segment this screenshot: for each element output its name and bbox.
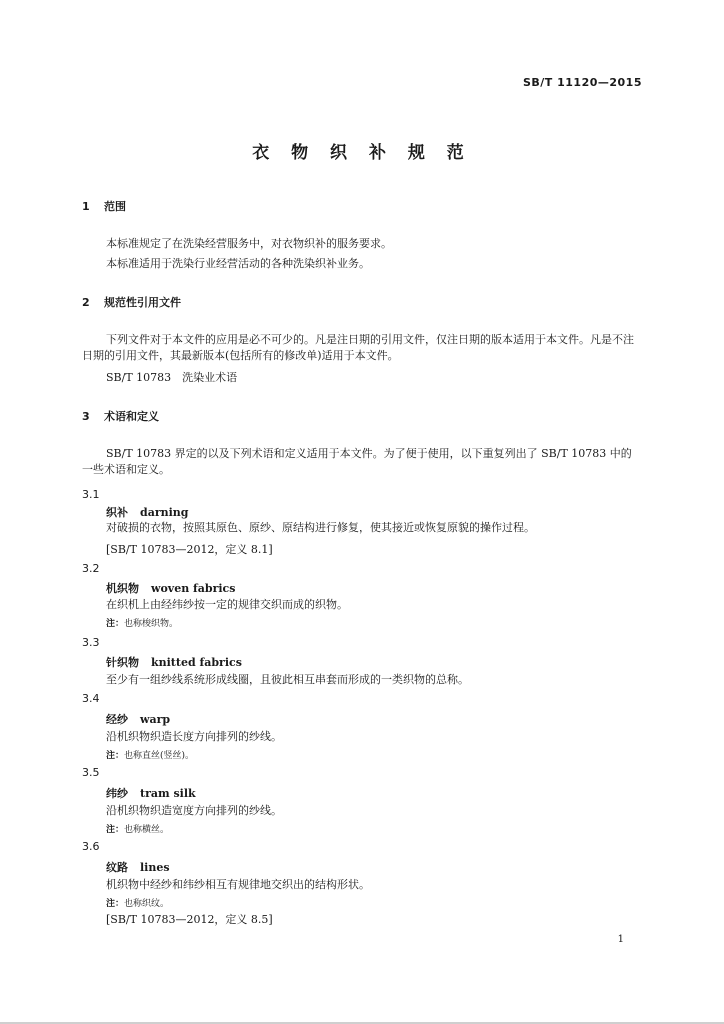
note-label: 注： [106, 619, 125, 629]
standard-code: SB/T 11120—2015 [522, 76, 642, 89]
normative-reference: SB/T 10783 洗染业术语 [106, 371, 238, 384]
term-definition: 沿机织物织造长度方向排列的纱线。 [106, 730, 282, 743]
paragraph: 本标准规定了在洗染经营服务中，对衣物织补的服务要求。 [106, 237, 392, 250]
term-reference: [SB/T 10783—2012，定义 8.1] [106, 543, 273, 556]
section-heading-1 [82, 198, 126, 214]
term-note [106, 748, 194, 761]
note-text: 也称梭织物。 [124, 619, 179, 629]
term-chinese: 机织物 [106, 582, 139, 595]
term-number: 3.4 [82, 692, 100, 705]
term-note [106, 896, 169, 909]
term-chinese: 针织物 [106, 656, 139, 669]
term-chinese: 经纱 [106, 713, 128, 726]
term-number: 3.5 [82, 766, 100, 779]
term-entry [106, 785, 196, 801]
section-title: 范围 [104, 200, 126, 213]
term-definition: 沿机织物织造宽度方向排列的纱线。 [106, 804, 282, 817]
term-definition: 对破损的衣物，按照其原色、原纱、原结构进行修复，使其接近或恢复原貌的操作过程。 [106, 521, 535, 534]
term-number: 3.1 [82, 488, 100, 501]
term-note [106, 822, 169, 835]
section-heading-2 [82, 294, 181, 310]
term-number: 3.2 [82, 562, 100, 575]
note-label: 注： [106, 899, 125, 909]
section-heading-3 [82, 408, 159, 424]
term-entry [106, 711, 170, 727]
paragraph: 本标准适用于洗染行业经营活动的各种洗染织补业务。 [106, 257, 370, 270]
section-number: 1 [82, 200, 90, 213]
document-title: 衣 物 织 补 规 范 [252, 143, 472, 163]
note-text: 也称织纹。 [124, 899, 170, 909]
note-label: 注： [106, 825, 125, 835]
term-number: 3.3 [82, 636, 100, 649]
paragraph: 下列文件对于本文件的应用是必不可少的。凡是注日期的引用文件，仅注日期的版本适用于本文件。凡是不注日期的引用文件，其最新版本(包括所有的修改单)适用于本文件。 [82, 333, 634, 362]
term-note [106, 616, 178, 629]
term-number: 3.6 [82, 840, 100, 853]
term-chinese: 纬纱 [106, 787, 128, 800]
note-text: 也称横丝。 [124, 825, 170, 835]
term-reference: [SB/T 10783—2012，定义 8.5] [106, 913, 273, 926]
note-label: 注： [106, 751, 125, 761]
section-title: 术语和定义 [104, 410, 159, 423]
term-english: warp [140, 713, 171, 726]
term-english: lines [140, 861, 170, 874]
term-entry [106, 654, 242, 670]
term-english: darning [140, 506, 189, 519]
term-entry [106, 580, 235, 596]
term-entry [106, 859, 170, 875]
page-number: 1 [617, 934, 624, 945]
term-entry [106, 504, 188, 520]
term-chinese: 纹路 [106, 861, 128, 874]
term-definition: 在织机上由经纬纱按一定的规律交织而成的织物。 [106, 598, 348, 611]
term-definition: 至少有一组纱线系统形成线圈，且彼此相互串套而形成的一类织物的总称。 [106, 673, 469, 686]
section-number: 3 [82, 410, 90, 423]
section-number: 2 [82, 296, 90, 309]
note-text: 也称直丝(竖丝)。 [124, 751, 195, 761]
term-definition: 机织物中经纱和纬纱相互有规律地交织出的结构形状。 [106, 878, 370, 891]
term-english: tram silk [140, 787, 196, 800]
term-chinese: 织补 [106, 506, 128, 519]
term-english: woven fabrics [151, 582, 236, 595]
section-title: 规范性引用文件 [104, 296, 181, 309]
paragraph: SB/T 10783 界定的以及下列术语和定义适用于本文件。为了便于使用，以下重复列出了 SB/T 10783 中的一些术语和定义。 [82, 447, 632, 476]
term-english: knitted fabrics [151, 656, 242, 669]
